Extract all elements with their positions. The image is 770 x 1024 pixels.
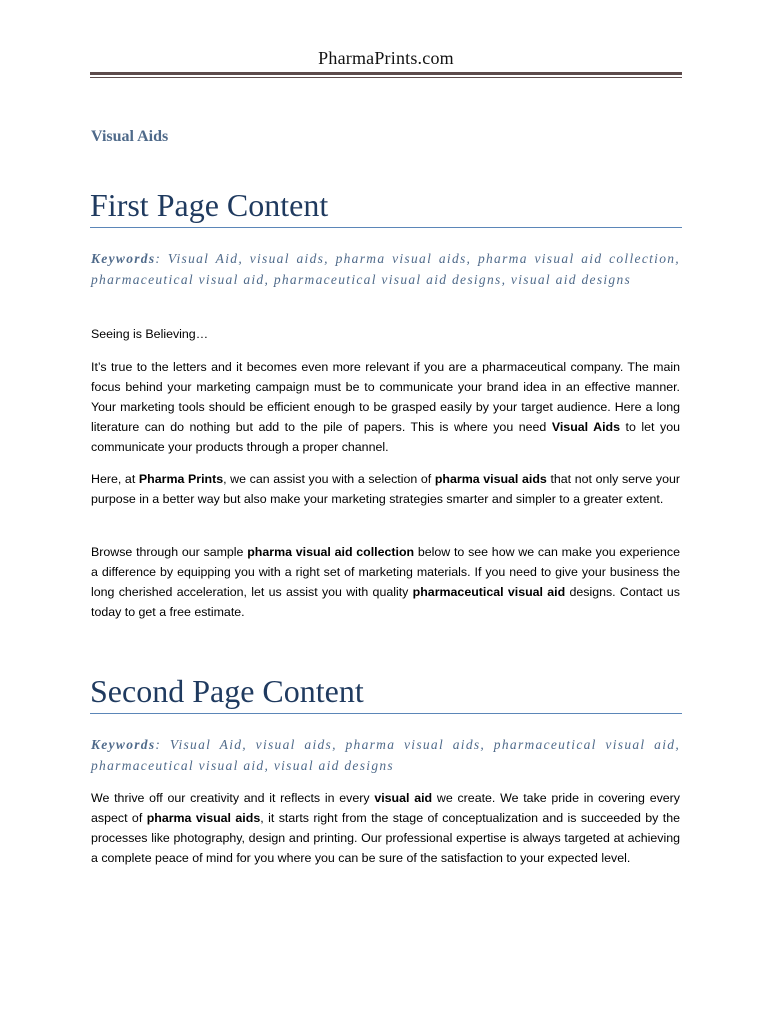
text-run: to let you communicate your products through a proper channel. xyxy=(91,420,681,454)
bold-run: Visual Aids xyxy=(551,420,621,434)
text-run: It’s true to the letters and it becomes even more relevant if you are a pharmaceutical company. The main focus behind your marketing campaign must be to communicate your brand idea in an effective manner. Your marketing tools should be efficient enough to be grasped easily by your target audience. Here a long literature can do nothing but add to the pile of papers. This is where you need xyxy=(91,360,680,434)
seeing-line: Seeing is Believing… xyxy=(91,327,209,341)
first-paragraph-1 xyxy=(91,357,680,457)
bold-run: pharma visual aids xyxy=(434,472,547,486)
text-run: Here, at xyxy=(91,472,139,486)
text-run: we create. We take pride in covering every aspect of xyxy=(91,791,681,825)
keywords-text: : Visual Aid, visual aids, pharma visual aids, pharma visual aid collection, pharmaceutical visual aid, pharmaceutical visual aid designs, visual aid designs xyxy=(91,251,680,287)
site-title: PharmaPrints.com xyxy=(318,48,454,68)
header-rule-thin xyxy=(90,77,682,78)
text-run: that not only serve your purpose in a better way but also make your marketing strategies smarter and simpler to a greater extent. xyxy=(91,472,680,506)
page-header xyxy=(90,48,682,69)
text-run: below to see how we can make you experience a difference by equipping you with a right set of marketing materials. If you need to give your business the long cherished acceleration, let us assist you with quality xyxy=(91,545,681,599)
first-page-heading: First Page Content xyxy=(90,186,682,228)
text-run: We thrive off our creativity and it reflects in every xyxy=(91,791,375,805)
text-run: , it starts right from the stage of conceptualization and is succeeded by the processes like photography, design and printing. Our professional expertise is always targeted at achieving a complete peace of mind for you where you can be sure of the satisfaction to your expected level. xyxy=(91,811,680,865)
text-run: Browse through our sample xyxy=(91,545,248,559)
first-paragraph-3 xyxy=(91,542,680,622)
second-page-heading: Second Page Content xyxy=(90,672,682,714)
second-paragraph-1 xyxy=(91,788,680,868)
bold-run: visual aid xyxy=(374,791,433,805)
keywords-text: : Visual Aid, visual aids, pharma visual aids, pharmaceutical visual aid, pharmaceutical visual aid, visual aid designs xyxy=(91,737,680,773)
bold-run: pharma visual aids xyxy=(146,811,261,825)
header-rule-thick xyxy=(90,72,682,75)
bold-run: pharma visual aid collection xyxy=(247,545,415,559)
section-label: Visual Aids xyxy=(91,128,169,145)
first-keywords xyxy=(91,248,680,290)
text-run: , we can assist you with a selection of xyxy=(223,472,435,486)
keywords-label: Keywords xyxy=(91,737,156,752)
second-keywords xyxy=(91,734,680,776)
keywords-label: Keywords xyxy=(91,251,156,266)
bold-run: pharmaceutical visual aid xyxy=(412,585,566,599)
bold-run: Pharma Prints xyxy=(138,472,224,486)
first-paragraph-2 xyxy=(91,469,680,509)
text-run: designs. Contact us today to get a free estimate. xyxy=(91,585,680,619)
